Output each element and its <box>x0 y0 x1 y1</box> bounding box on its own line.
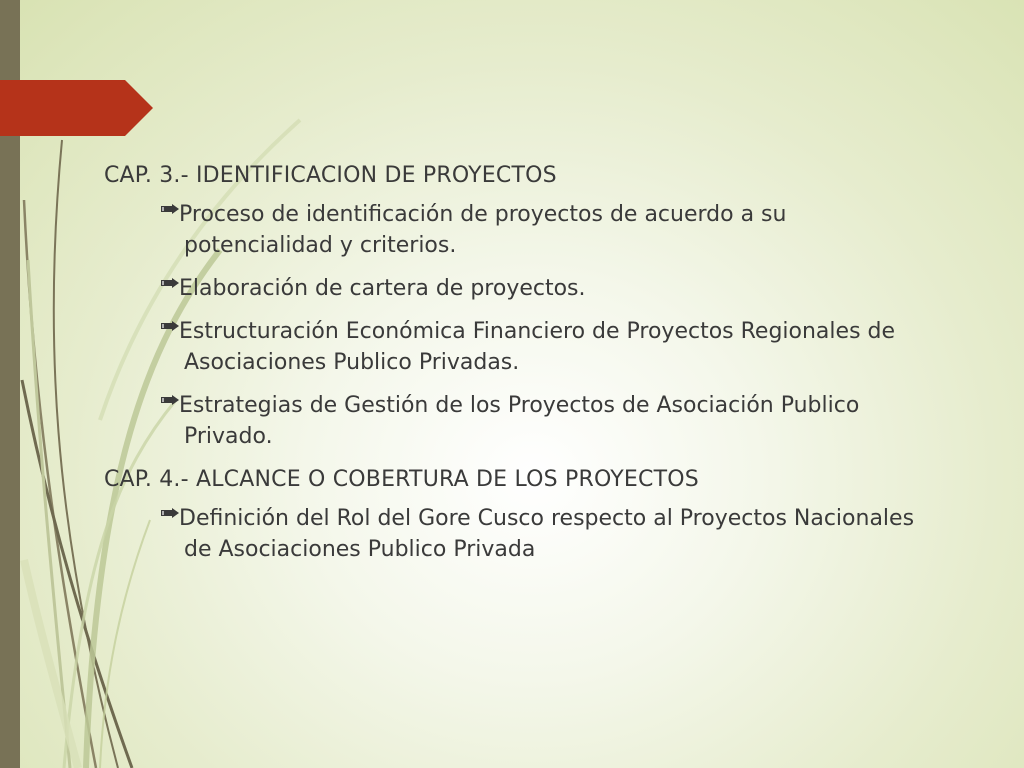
arrow-pen-icon <box>161 202 181 222</box>
bullet-item <box>104 503 924 565</box>
arrow-pen-icon <box>161 393 181 413</box>
bullet-text: Estructuración Económica Financiero de Proyectos Regionales de Asociaciones Publico Privadas. <box>179 319 896 375</box>
section-heading: CAP. 4.- ALCANCE O COBERTURA DE LOS PROYECTOS <box>104 467 699 492</box>
bullet-text: Estrategias de Gestión de los Proyectos de Asociación Publico Privado. <box>179 393 860 449</box>
bullet-item <box>104 316 924 378</box>
section-heading: CAP. 3.- IDENTIFICACION DE PROYECTOS <box>104 163 557 188</box>
arrow-pen-icon <box>161 276 181 296</box>
red-accent-tab <box>0 80 153 136</box>
bullet-text: Elaboración de cartera de proyectos. <box>179 276 586 301</box>
arrow-pen-icon <box>161 506 181 526</box>
bullet-text: Definición del Rol del Gore Cusco respecto al Proyectos Nacionales de Asociaciones Publico Privada <box>179 506 915 562</box>
bullet-text: Proceso de identificación de proyectos de acuerdo a su potencialidad y criterios. <box>179 202 787 258</box>
bullet-item <box>104 390 924 452</box>
slide-content <box>104 160 924 577</box>
bullet-item <box>104 199 924 261</box>
arrow-pen-icon <box>161 319 181 339</box>
bullet-item <box>104 273 924 304</box>
